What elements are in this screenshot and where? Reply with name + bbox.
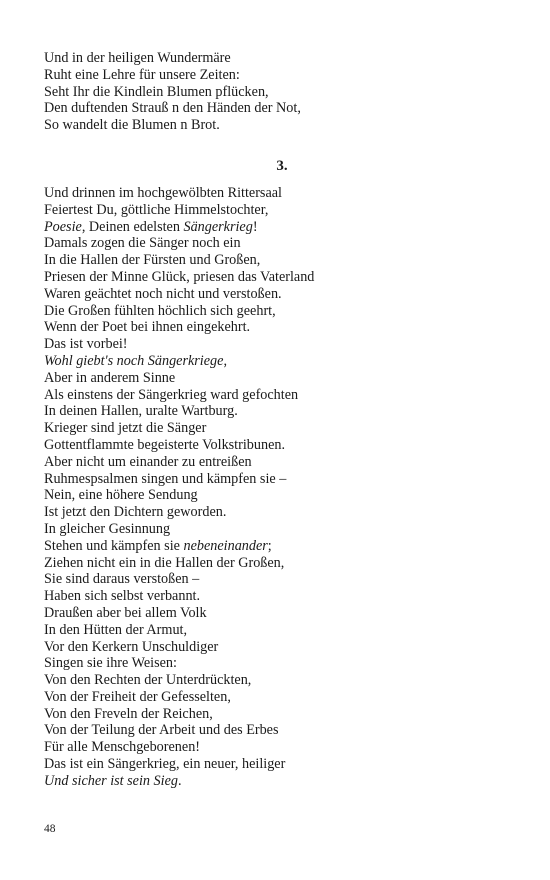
line-text: Wenn der Poet bei ihnen eingekehrt. — [44, 319, 251, 336]
line-text: Das ist ein Sängerkrieg, ein neuer, heiliger — [44, 756, 286, 773]
line-text: Stehen und kämpfen sie — [44, 537, 184, 554]
poem-line — [44, 454, 514, 471]
line-text: Priesen der Minne Glück, priesen das Vaterland — [44, 268, 315, 285]
poem-line — [44, 100, 514, 117]
poem-line — [44, 739, 514, 756]
poem-line — [44, 403, 514, 420]
line-text: In deinen Hallen, uralte Wartburg. — [44, 403, 238, 420]
line-text: In die Hallen der Fürsten und Großen, — [44, 252, 261, 269]
line-text: Von den Rechten der Unterdrückten, — [44, 672, 252, 689]
poem-line — [44, 689, 514, 706]
poem-line — [44, 67, 514, 84]
poem-line — [44, 521, 514, 538]
line-text: Den duftenden Strauß n den Händen der Not, — [44, 100, 301, 117]
poem-body — [44, 50, 514, 790]
poem-line — [44, 84, 514, 101]
line-text: Aber in anderem Sinne — [44, 369, 176, 386]
line-text: Die Großen fühlten höchlich sich geehrt, — [44, 302, 276, 319]
poem-line — [44, 235, 514, 252]
poem-line — [44, 219, 514, 236]
poem-line — [44, 50, 514, 67]
poem-line — [44, 185, 514, 202]
poem-line — [44, 319, 514, 336]
line-text: Krieger sind jetzt die Sänger — [44, 420, 207, 437]
italic-text: Poesie — [44, 218, 82, 235]
line-text: Gottentflammte begeisterte Volkstribunen. — [44, 436, 286, 453]
page-number: 48 — [44, 823, 56, 835]
section-number: 3. — [276, 157, 288, 174]
line-text: ; — [267, 537, 272, 554]
poem-line — [44, 437, 514, 454]
poem-line — [44, 471, 514, 488]
line-text: ! — [252, 218, 258, 235]
italic-text: nebeneinander — [183, 537, 268, 554]
line-text: Vor den Kerkern Unschuldiger — [44, 638, 219, 655]
poem-line — [44, 571, 514, 588]
poem-line — [44, 353, 514, 370]
line-text: Feiertest Du, göttliche Himmelstochter, — [44, 201, 269, 218]
poem-line — [44, 336, 514, 353]
line-text: Aber nicht um einander zu entreißen — [44, 453, 252, 470]
italic-text: Sängerkrieg — [183, 218, 253, 235]
line-text: Damals zogen die Sänger noch ein — [44, 235, 241, 252]
poem-line — [44, 588, 514, 605]
line-text: Haben sich selbst verbannt. — [44, 588, 201, 605]
poem-line — [44, 370, 514, 387]
line-text: In den Hütten der Armut, — [44, 621, 188, 638]
poem-line — [44, 538, 514, 555]
line-text: Für alle Menschgeborenen! — [44, 739, 201, 756]
line-text: Von der Freiheit der Gefesselten, — [44, 688, 231, 705]
stanza-1 — [44, 50, 514, 134]
poem-line — [44, 420, 514, 437]
line-text: Nein, eine höhere Sendung — [44, 487, 198, 504]
line-text: In gleicher Gesinnung — [44, 520, 171, 537]
poem-line — [44, 252, 514, 269]
line-text: Ruht eine Lehre für unsere Zeiten: — [44, 66, 240, 83]
line-text: , — [223, 352, 227, 369]
poem-line — [44, 756, 514, 773]
poem-line — [44, 605, 514, 622]
poem-line — [44, 387, 514, 404]
line-text: Singen sie ihre Weisen: — [44, 655, 177, 672]
italic-text: Und sicher ist sein Sieg — [44, 772, 178, 789]
poem-line — [44, 706, 514, 723]
line-text: Sie sind daraus verstoßen – — [44, 571, 200, 588]
line-text: Ruhmespsalmen singen und kämpfen sie – — [44, 470, 287, 487]
poem-line — [44, 655, 514, 672]
line-text: Von den Freveln der Reichen, — [44, 705, 213, 722]
line-text: Das ist vorbei! — [44, 336, 128, 353]
poem-line — [44, 117, 514, 134]
stanza-2 — [44, 185, 514, 790]
line-text: Draußen aber bei allem Volk — [44, 604, 207, 621]
poem-line — [44, 487, 514, 504]
line-text: Waren geächtet noch nicht und verstoßen. — [44, 285, 282, 302]
poem-line — [44, 286, 514, 303]
italic-text: Wohl giebt's noch Sängerkriege — [44, 352, 224, 369]
line-text: So wandelt die Blumen n Brot. — [44, 117, 220, 134]
line-text: Von der Teilung der Arbeit und des Erbes — [44, 722, 279, 739]
poem-line — [44, 303, 514, 320]
line-text: Und drinnen im hochgewölbten Rittersaal — [44, 184, 282, 201]
poem-line — [44, 639, 514, 656]
poem-line — [44, 269, 514, 286]
line-text: Seht Ihr die Kindlein Blumen pflücken, — [44, 83, 269, 100]
line-text: , Deinen edelsten — [81, 218, 184, 235]
line-text: . — [177, 772, 182, 789]
line-text: Und in der heiligen Wundermäre — [44, 50, 231, 66]
line-text: Ziehen nicht ein in die Hallen der Großen, — [44, 554, 285, 571]
poem-line — [44, 555, 514, 572]
poem-line — [44, 504, 514, 521]
poem-line — [44, 672, 514, 689]
line-text: Ist jetzt den Dichtern geworden. — [44, 504, 227, 521]
poem-line — [44, 722, 514, 739]
poem-line — [44, 202, 514, 219]
poem-line — [44, 622, 514, 639]
line-text: Als einstens der Sängerkrieg ward gefochten — [44, 386, 299, 403]
poem-line — [44, 773, 514, 790]
